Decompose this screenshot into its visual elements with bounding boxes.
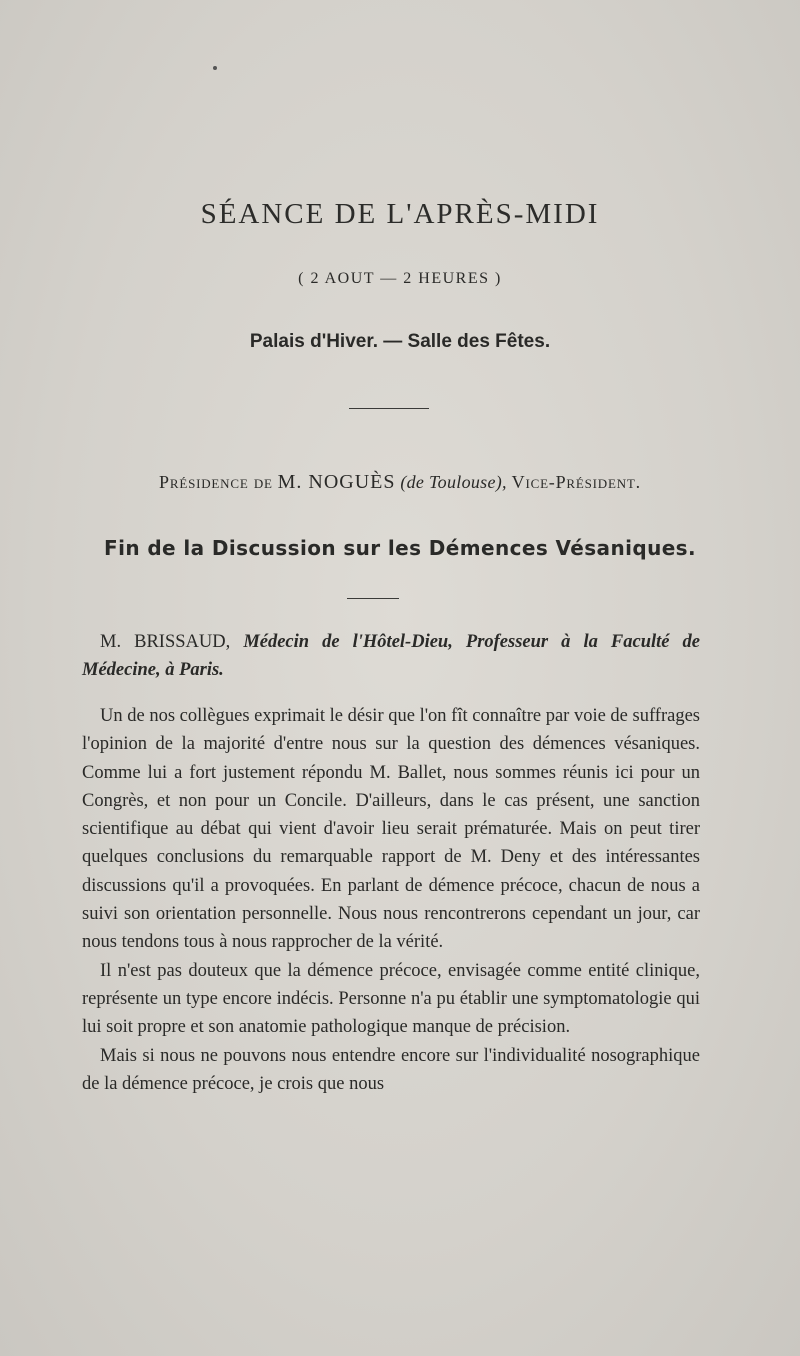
divider-rule bbox=[349, 408, 429, 409]
presidency-label: Présidence de bbox=[159, 472, 273, 492]
session-title: SÉANCE DE L'APRÈS-MIDI bbox=[200, 198, 600, 230]
president-role: Vice-Président. bbox=[511, 472, 641, 492]
section-heading: Fin de la Discussion sur les Démences Vésaniques. bbox=[104, 536, 696, 560]
presidency-line bbox=[0, 471, 800, 494]
divider-rule-short bbox=[347, 598, 399, 599]
body-text bbox=[82, 702, 700, 1098]
president-name: M. NOGUÈS bbox=[277, 471, 396, 493]
session-venue: Palais d'Hiver. — Salle des Fêtes. bbox=[249, 331, 551, 352]
president-origin: (de Toulouse), bbox=[400, 472, 507, 492]
paragraph: Il n'est pas douteux que la démence précoce, envisagée comme entité clinique, représente un type encore indécis. Personne n'a pu établir une symptomatologie qui lui soit propre et son anatomie pathologique manque de précision. bbox=[82, 960, 700, 1038]
paragraph: Un de nos collègues exprimait le désir que l'on fît connaître par voie de suffrages l'opinion de la majorité d'entre nous sur la question des démences vésaniques. Comme lui a fort justement répondu M. Ballet, nous sommes réunis ici pour un Congrès, et non pour un Concile. D'ailleurs, dans le cas présent, une sanction scientifique au débat qui vient d'avoir lieu serait prématurée. Mais on peut tirer quelques conclusions du remarquable rapport de M. Deny et des intéressantes discussions qu'il a provoquées. En parlant de démence précoce, chacun de nous a suivi son orientation personnelle. Nous nous rencontrerons cependant un jour, car nous tendons tous à nous rapprocher de la vérité. bbox=[82, 706, 700, 953]
speaker-title: Médecin de l'Hôtel-Dieu, Professeur à la Faculté de Médecine, à Paris. bbox=[82, 632, 700, 680]
session-date-time: ( 2 AOUT — 2 HEURES ) bbox=[298, 270, 502, 287]
paragraph: Mais si nous ne pouvons nous entendre encore sur l'individualité nosographique de la démence précoce, je crois que nous bbox=[82, 1045, 700, 1094]
ink-speck bbox=[213, 66, 217, 70]
speaker-name: M. BRISSAUD, bbox=[100, 632, 231, 652]
speaker-line bbox=[82, 628, 700, 684]
